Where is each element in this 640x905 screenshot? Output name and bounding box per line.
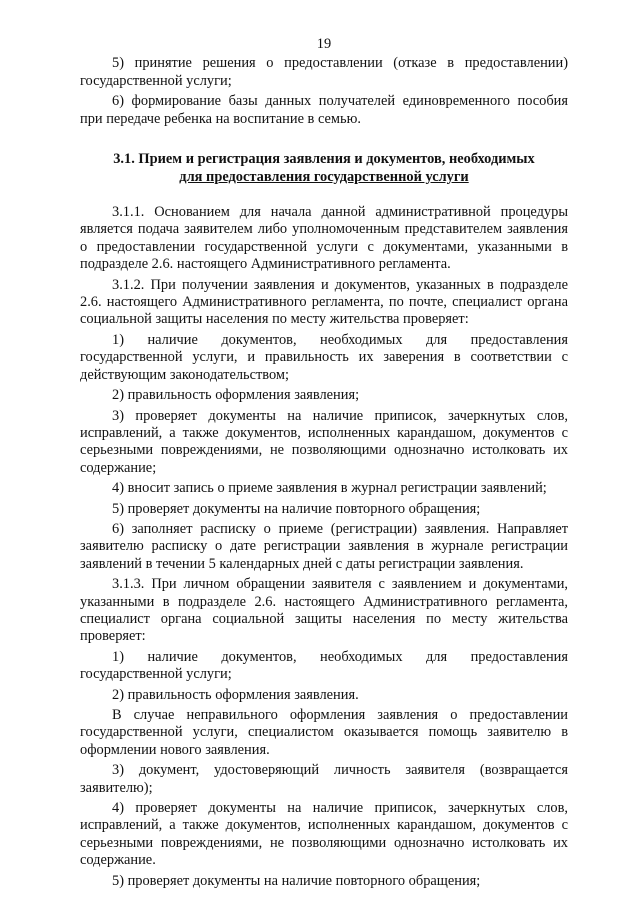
list-item: 2) правильность оформления заявления. [112, 686, 359, 703]
paragraph: В случае неправильного оформления заявления о предоставлении государственной услуги, специалистом оказывается помощь заявителю в оформлении нового заявления. [80, 707, 568, 758]
list-item: 2) правильность оформления заявления; [112, 387, 360, 404]
list-item: 4) вносит запись о приеме заявления в журнал регистрации заявлений; [112, 480, 547, 497]
paragraph: 3.1.3. При личном обращении заявителя с заявлением и документами, указанными в подразделе 2.6. настоящего Административного регламента, специалист органа социальной защиты населения по месту жительства проверяет: [80, 576, 568, 645]
page-number: 19 [316, 36, 332, 52]
paragraph: 3.1.1. Основанием для начала данной административной процедуры является подача заявителем либо уполномоченным представителем заявления о предоставлении государственной услуги с документами, указанными в подразделе 2.6. настоящего Административного регламента. [80, 204, 568, 273]
list-item: 3) документ, удостоверяющий личность заявителя (возвращается заявителю); [80, 762, 568, 796]
paragraph: 5) принятие решения о предоставлении (отказе в предоставлении) государственной услуги; [80, 55, 568, 89]
section-heading [80, 150, 568, 186]
list-item: 5) проверяет документы на наличие повторного обращения; [112, 500, 481, 517]
section-heading-line: для предоставления государственной услуги [179, 169, 469, 186]
list-item: 3) проверяет документы на наличие приписок, зачеркнутых слов, исправлений, а также документов, исполненных карандашом, документов с серьезными повреждениями, не позволяющими однозначно истолковать их содержание; [80, 407, 568, 476]
paragraph: 3.1.2. При получении заявления и документов, указанных в подразделе 2.6. настоящего Административного регламента, по почте, специалист органа социальной защиты населения по месту жительства проверяет: [80, 276, 568, 328]
list-item: 6) заполняет расписку о приеме (регистрации) заявления. Направляет заявителю расписку о дате регистрации заявления в журнале регистрации заявлений в течении 5 календарных дней с даты регистрации заявления. [80, 520, 568, 572]
list-item: 1) наличие документов, необходимых для предоставления государственной услуги; [80, 648, 568, 683]
section-heading-line: 3.1. Прием и регистрация заявления и документов, необходимых [113, 151, 535, 168]
list-item: 1) наличие документов, необходимых для предоставления государственной услуги, и правильность их заверения в соответствии с действующим законодательством; [80, 331, 568, 383]
paragraph: 6) формирование базы данных получателей единовременного пособия при передаче ребенка на воспитание в семью. [80, 93, 568, 127]
list-item: 4) проверяет документы на наличие приписок, зачеркнутых слов, исправлений, а также документов, исполненных карандашом, документов с серьезными повреждениями, не позволяющими однозначно истолковать их содержание. [80, 800, 568, 869]
list-item: 5) проверяет документы на наличие повторного обращения; [112, 872, 481, 889]
